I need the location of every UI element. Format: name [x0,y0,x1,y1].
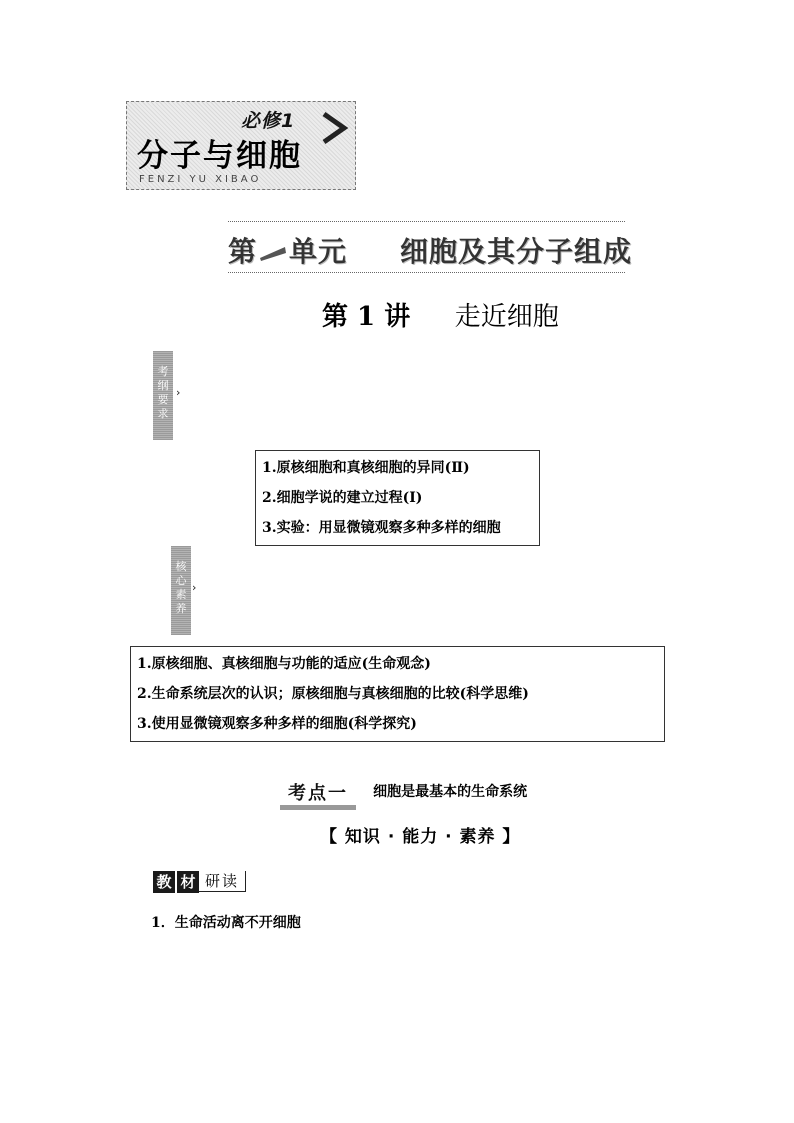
requirements-tab [153,351,173,440]
kaodian-text: 细胞是最基本的生命系统 [373,784,528,800]
literacy-box [130,646,665,742]
literacy-tab [171,546,191,635]
tab-arrow-icon: › [192,581,197,594]
unit-title: 细胞及其分子组成 [400,235,633,268]
lecture-name: 走近细胞 [454,302,559,332]
badge-char: 教 [153,871,175,893]
section-heading: 1．生命活动离不开细胞 [151,915,301,931]
tab-char: 养 [175,602,187,615]
book-title: 分子与细胞 [137,138,302,174]
badge-light: 研读 [199,871,246,892]
chevron-right-icon [320,111,350,145]
kaodian-heading [280,779,527,810]
tab-char: 纲 [157,379,169,392]
requirement-item: 2.细胞学说的建立过程(Ⅰ) [262,490,423,506]
book-subtitle: 必修1 [241,110,296,132]
literacy-item: 3.使用显微镜观察多种多样的细胞(科学探究) [137,716,417,732]
badge-char: 材 [177,871,199,893]
literacy-item: 1.原核细胞、真核细胞与功能的适应(生命观念) [137,656,431,672]
unit-banner [228,221,633,273]
book-header [126,101,356,190]
brush-stroke-icon [259,244,287,262]
lecture-number: 第 1 讲 [322,302,411,332]
unit-prefix: 第 [228,235,258,268]
requirement-item: 3.实验：用显微镜观察多种多样的细胞 [262,520,501,536]
lecture-title [322,296,559,333]
tab-char: 心 [175,574,187,587]
requirements-box [255,450,540,546]
tab-arrow-icon: › [176,386,181,399]
book-pinyin: FENZI YU XIBAO [139,174,262,185]
kaodian-label: 考点一 [280,779,356,810]
tab-char: 素 [175,588,187,601]
unit-label [228,230,347,270]
knowledge-heading: 【 知识 · 能力 · 素养 】 [320,827,521,847]
tab-char: 求 [157,407,169,420]
tab-char: 核 [175,560,187,573]
tab-char: 要 [157,393,169,406]
tab-char: 考 [157,365,169,378]
unit-suffix: 单元 [289,235,348,268]
requirement-item: 1.原核细胞和真核细胞的异同(Ⅱ) [262,460,470,476]
literacy-item: 2.生命系统层次的认识；原核细胞与真核细胞的比较(科学思维) [137,686,529,702]
jiaocai-badge [153,871,246,893]
